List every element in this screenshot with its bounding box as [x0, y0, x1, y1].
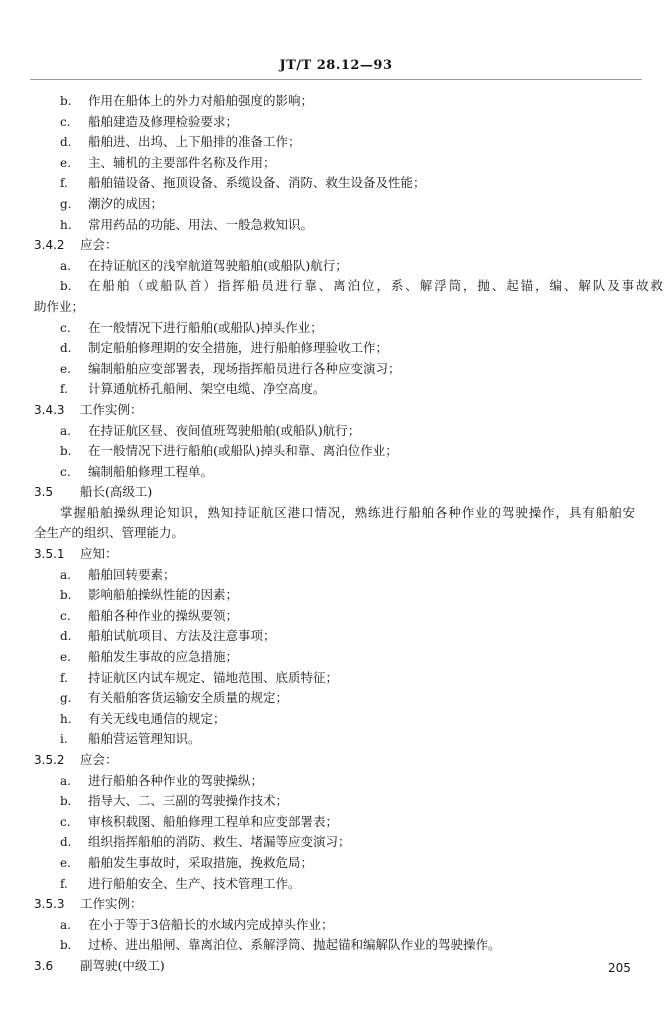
paragraph-line [0, 503, 672, 524]
list-item [0, 771, 672, 792]
list-item-marker: h. [60, 711, 72, 726]
list-item [0, 729, 672, 750]
list-item [0, 338, 672, 359]
list-item-text: 在一般情况下进行船舶(或船队)掉头作业； [88, 319, 323, 335]
section-number: 3.5.1 [34, 547, 65, 562]
list-item-marker: b. [60, 588, 72, 603]
section-title: 工作实例： [80, 401, 143, 417]
list-item-marker: a. [60, 773, 71, 788]
paragraph-text: 掌握船舶操纵理论知识，熟知持证航区港口情况，熟练进行船舶各种作业的驾驶操作，具有船舶安 [60, 504, 635, 520]
list-item [0, 647, 672, 668]
list-item-text: 过桥、进出船闸、靠离泊位、系解浮筒、抛起锚和编解队作业的驾驶操作。 [88, 937, 501, 953]
list-item-marker: a. [60, 423, 71, 438]
list-item-text: 船舶锚设备、拖顶设备、系缆设备、消防、救生设备及性能； [88, 175, 426, 191]
continuation-line [0, 297, 672, 318]
list-item-marker: e. [60, 361, 71, 376]
continuation-text: 全生产的组织、管理能力。 [34, 525, 185, 541]
list-item-marker: a. [60, 567, 71, 582]
continuation-line [0, 523, 672, 544]
list-item-text: 在一般情况下进行船舶(或船队)掉头和靠、离泊位作业； [88, 443, 398, 459]
section-heading [0, 956, 672, 977]
list-item [0, 585, 672, 606]
list-item-marker: g. [60, 691, 72, 706]
list-item-text: 制定船舶修理期的安全措施，进行船舶修理验收工作； [88, 340, 389, 356]
section-number: 3.6 [34, 958, 54, 973]
list-item [0, 194, 672, 215]
list-item [0, 421, 672, 442]
list-item [0, 112, 672, 133]
list-item [0, 791, 672, 812]
section-title: 应知： [80, 546, 118, 562]
section-heading [0, 400, 672, 421]
section-number: 3.4.2 [34, 238, 65, 253]
list-item-marker: f. [60, 876, 68, 891]
list-item-text: 在小于等于3倍船长的水域内完成掉头作业； [88, 916, 334, 932]
list-item [0, 606, 672, 627]
list-item-text: 有关船舶客货运输安全质量的规定； [88, 690, 289, 706]
section-heading [0, 750, 672, 771]
list-item [0, 318, 672, 339]
list-item-text: 计算通航桥孔船闸、架空电缆、净空高度。 [88, 381, 326, 397]
section-number: 3.5.3 [34, 897, 65, 912]
section-number: 3.4.3 [34, 402, 65, 417]
section-title: 船长(高级工) [80, 484, 153, 500]
list-item-text: 在持证航区昼、夜间值班驾驶船舶(或船队)航行； [88, 422, 361, 438]
list-item [0, 874, 672, 895]
list-item [0, 256, 672, 277]
section-title: 应会： [80, 237, 118, 253]
list-item-text: 船舶发生事故的应急措施； [88, 649, 239, 665]
list-item-text: 作用在船体上的外力对船舶强度的影响； [88, 93, 314, 108]
list-item-marker: a. [60, 917, 71, 932]
list-item-marker: b. [60, 94, 72, 108]
list-item [0, 132, 672, 153]
list-item [0, 688, 672, 709]
list-item-marker: i. [60, 732, 68, 747]
list-item-marker: d. [60, 629, 72, 644]
continuation-text: 助作业； [34, 298, 85, 314]
list-item [0, 91, 672, 112]
list-item-marker: f. [60, 176, 68, 191]
section-title: 副驾驶(中级工) [80, 957, 165, 973]
list-item-marker: e. [60, 155, 71, 170]
section-heading [0, 235, 672, 256]
list-item [0, 668, 672, 689]
list-item [0, 173, 672, 194]
list-item-text: 审核积载图、船舶修理工程单和应变部署表； [88, 813, 339, 829]
list-item-marker: g. [60, 196, 72, 211]
list-item-text: 常用药品的功能、用法、一般急救知识。 [88, 216, 314, 232]
section-number: 3.5 [34, 485, 54, 500]
list-item [0, 441, 672, 462]
document-body [0, 91, 672, 977]
list-item-marker: c. [60, 464, 71, 479]
list-item [0, 832, 672, 853]
list-item [0, 153, 672, 174]
list-item-marker: a. [60, 258, 71, 273]
list-item-text: 船舶营运管理知识。 [88, 731, 201, 747]
list-item-text: 编制船舶应变部署表，现场指挥船员进行各种应变演习； [88, 360, 401, 376]
page-number: 205 [608, 961, 631, 975]
list-item-text: 船舶建造及修理检验要求； [88, 113, 239, 129]
list-item-text: 在持证航区的浅窄航道驾驶船舶(或船队)航行； [88, 257, 348, 273]
list-item-marker: c. [60, 608, 71, 623]
list-item-marker: f. [60, 670, 68, 685]
list-item-marker: e. [60, 855, 71, 870]
list-item [0, 215, 672, 236]
list-item-marker: b. [60, 938, 72, 953]
list-item-text: 进行船舶安全、生产、技术管理工作。 [88, 875, 301, 891]
list-item [0, 709, 672, 730]
header-divider [30, 79, 642, 80]
list-item-text: 编制船舶修理工程单。 [88, 463, 214, 479]
section-number: 3.5.2 [34, 753, 65, 767]
list-item [0, 462, 672, 483]
list-item-text: 在船舶（或船队首）指挥船员进行靠、离泊位，系、解浮筒，抛、起锚，编、解队及事故救 [88, 278, 663, 294]
list-item [0, 853, 672, 874]
list-item-marker: f. [60, 382, 68, 397]
list-item-marker: c. [60, 320, 71, 335]
document-code-header: JT/T 28.12—93 [279, 58, 393, 73]
section-title: 工作实例： [80, 896, 143, 912]
section-heading [0, 482, 672, 503]
list-item-marker: e. [60, 650, 71, 665]
list-item-marker: b. [60, 794, 72, 809]
list-item-text: 潮汐的成因； [88, 195, 164, 211]
list-item-marker: b. [60, 444, 72, 459]
list-item-marker: d. [60, 835, 72, 850]
list-item [0, 626, 672, 647]
list-item-text: 影响船舶操纵性能的因素； [88, 587, 239, 603]
list-item-text: 指导大、二、三副的驾驶操作技术； [88, 793, 289, 809]
list-item [0, 915, 672, 936]
list-item-marker: b. [60, 279, 72, 294]
list-item-text: 船舶发生事故时，采取措施，挽救危局； [88, 854, 314, 870]
list-item-text: 进行船舶各种作业的驾驶操纵； [88, 772, 264, 788]
list-item-marker: d. [60, 135, 72, 150]
list-item-text: 船舶进、出坞、上下船排的准备工作； [88, 134, 301, 150]
list-item [0, 812, 672, 833]
list-item [0, 935, 672, 956]
list-item [0, 359, 672, 380]
list-item-marker: c. [60, 814, 71, 829]
section-heading [0, 544, 672, 565]
list-item-text: 组织指挥船舶的消防、救生、堵漏等应变演习； [88, 834, 351, 850]
section-heading [0, 894, 672, 915]
list-item-text: 持证航区内试车规定、锚地范围、底质特征； [88, 669, 339, 685]
list-item-text: 有关无线电通信的规定； [88, 710, 226, 726]
list-item-text: 船舶各种作业的操纵要领； [88, 607, 239, 623]
list-item [0, 276, 672, 297]
list-item [0, 565, 672, 586]
list-item-text: 船舶回转要素； [88, 566, 176, 582]
list-item-text: 船舶试航项目、方法及注意事项； [88, 628, 276, 644]
list-item-marker: h. [60, 217, 72, 232]
list-item-marker: d. [60, 341, 72, 356]
list-item-marker: c. [60, 114, 71, 129]
list-item [0, 379, 672, 400]
section-title: 应会： [80, 752, 118, 767]
list-item-text: 主、辅机的主要部件名称及作用； [88, 154, 276, 170]
